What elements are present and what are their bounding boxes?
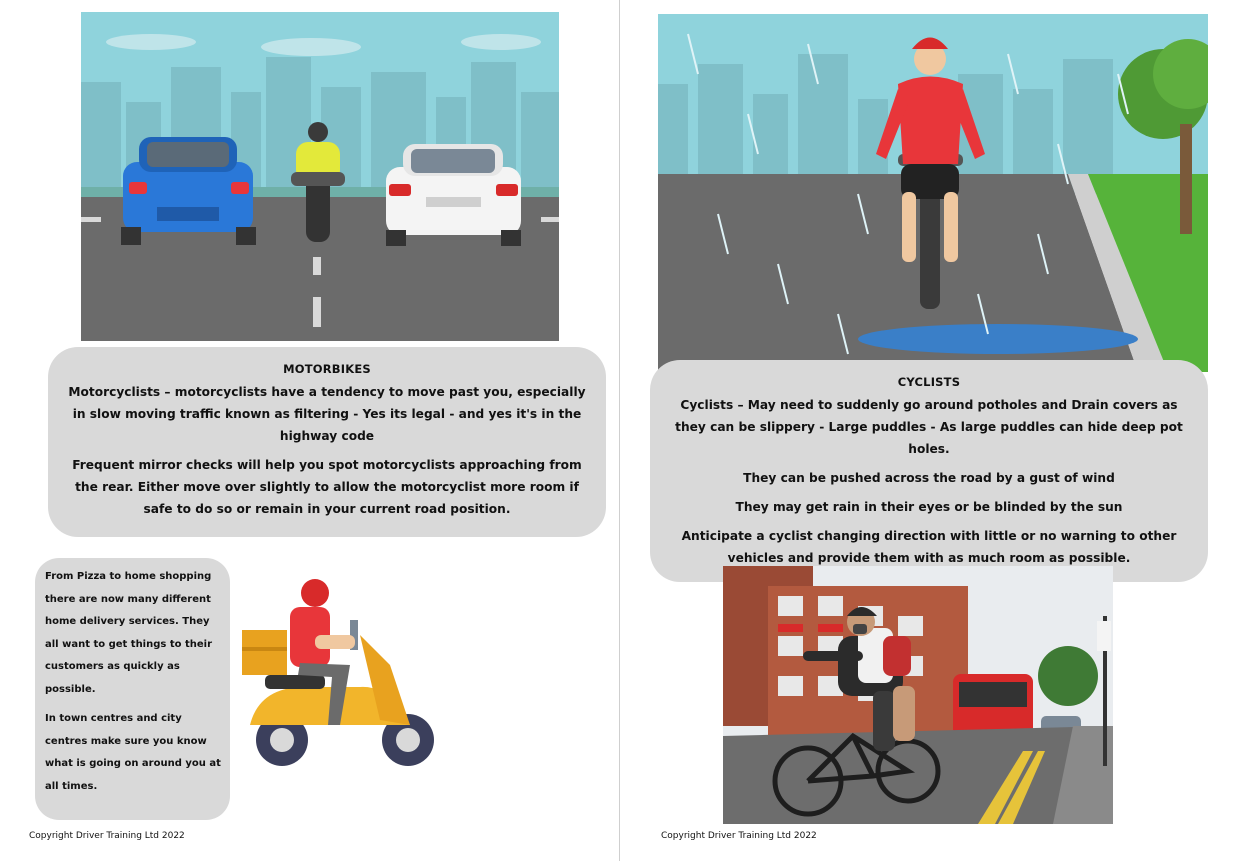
- motorbikes-paragraph-1: Motorcyclists – motorcyclists have a tendency to move past you, especially in slow moving traffic known as filtering - Yes its legal - and yes it's in the highway code: [68, 385, 586, 443]
- motorbikes-paragraph-2: Frequent mirror checks will help you spot motorcyclists approaching from the rear. Either move over slightly to allow the motorcyclist more room if safe to do so or remain in your current road position.: [72, 458, 582, 516]
- left-copyright: Copyright Driver Training Ltd 2022: [29, 831, 185, 841]
- cyclists-paragraph-3: They may get rain in their eyes or be blinded by the sun: [735, 500, 1123, 514]
- delivery-info-box: [35, 558, 230, 820]
- cyclists-paragraph-1: Cyclists – May need to suddenly go around potholes and Drain covers as they can be slippery - Large puddles - As large puddles can hide deep pot holes.: [675, 398, 1183, 456]
- cyclists-info-box: [650, 360, 1208, 582]
- right-copyright: Copyright Driver Training Ltd 2022: [661, 831, 817, 841]
- motorbike-traffic-illustration: [81, 12, 559, 341]
- cyclists-heading: CYCLISTS: [897, 375, 961, 389]
- page-divider: [619, 0, 620, 861]
- motorbikes-info-box: [48, 347, 606, 537]
- cyclist-rain-illustration: [658, 14, 1208, 372]
- delivery-paragraph-2: In town centres and city centres make sure you know what is going on around you at all times.: [45, 713, 221, 792]
- cyclists-paragraph-2: They can be pushed across the road by a gust of wind: [743, 471, 1115, 485]
- cyclists-paragraph-4: Anticipate a cyclist changing direction with little or no warning to other vehicles and provide them with as much room as possible.: [681, 529, 1177, 565]
- delivery-paragraph-1: From Pizza to home shopping there are now many different home delivery services. They all want to get things to their customers as quickly as possible.: [45, 571, 212, 695]
- scooter-delivery-illustration: [240, 575, 440, 770]
- cyclist-city-photo: [723, 566, 1113, 824]
- motorbikes-heading: MOTORBIKES: [283, 362, 371, 376]
